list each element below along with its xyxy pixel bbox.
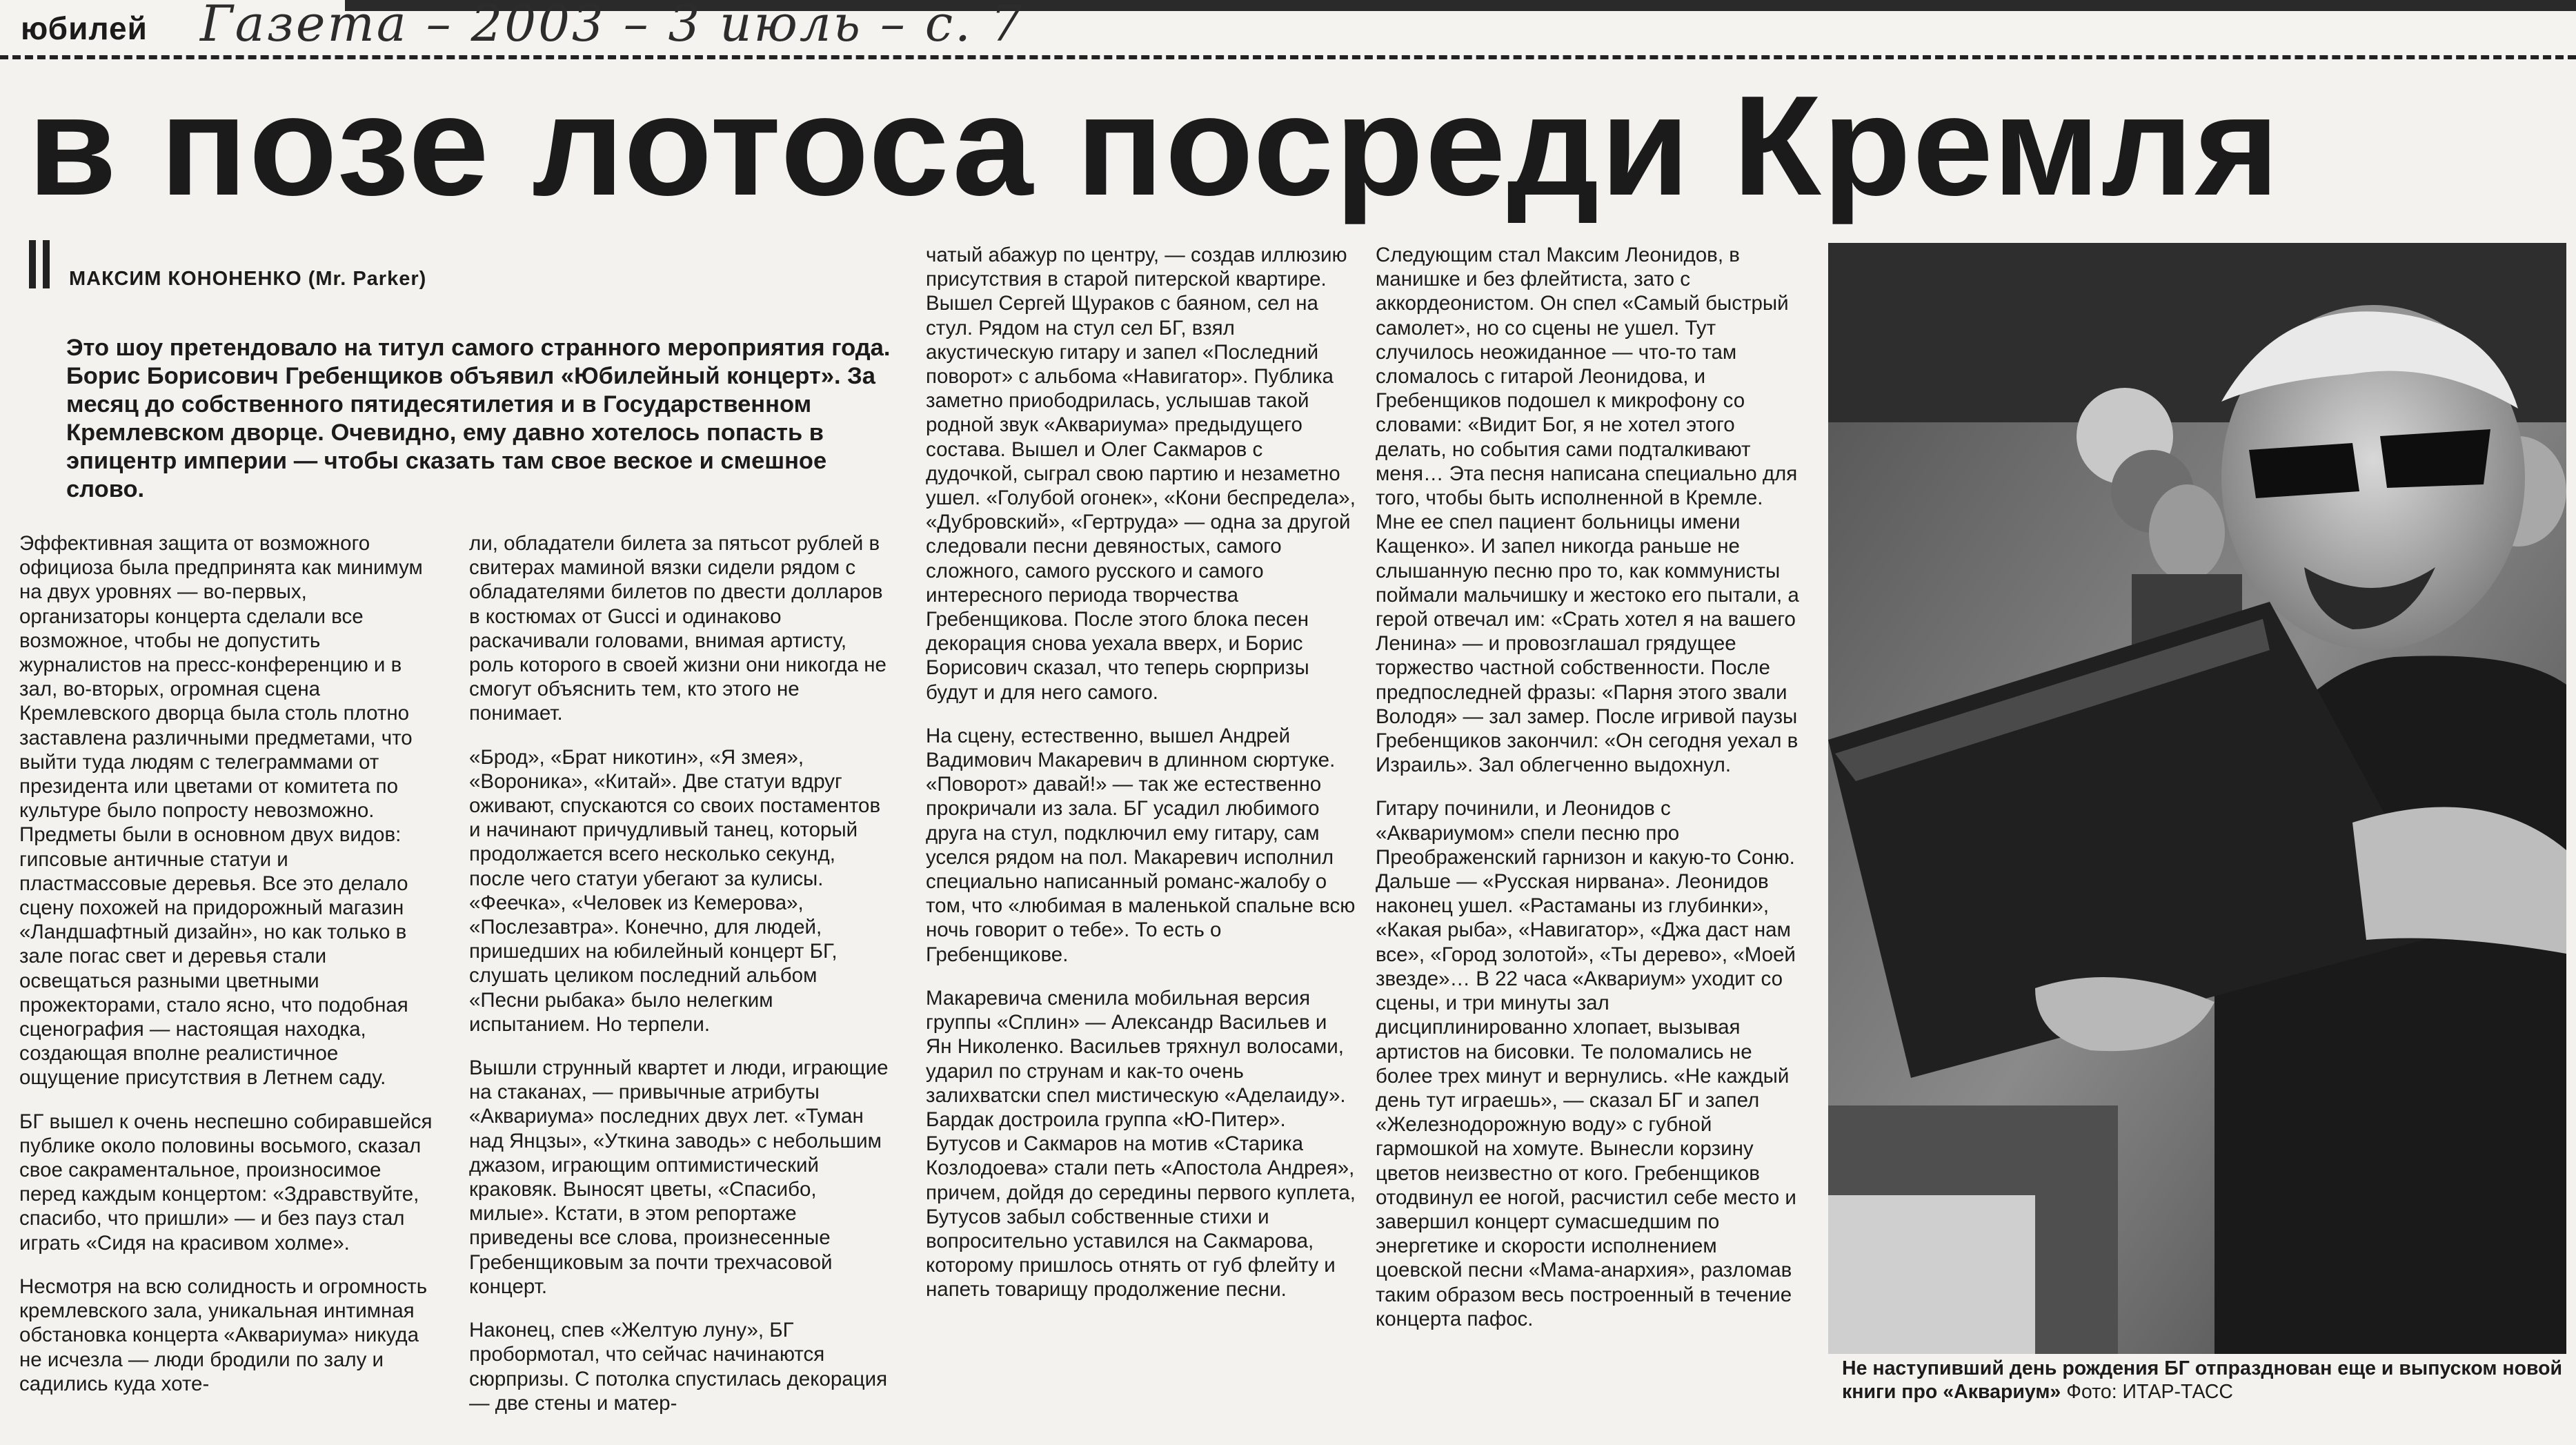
article-column-3 [926, 243, 1356, 1321]
author-byline: МАКСИМ КОНОНЕНКО (Mr. Parker) [69, 268, 427, 290]
author-marker [29, 240, 36, 288]
paragraph: ли, обладатели билета за пятьсот рублей в свитерах маминой вязки сидели рядом с обладателями билетов по двести долларов в костюмах от Gucci и одинаково раскачивали головами, внимая артисту, роль которого в своей жизни они никогда не смогут объяснить тем, кто этого не понимает. [469, 532, 886, 725]
article-column-2 [469, 531, 890, 1435]
lead-paragraph: Это шоу претендовало на титул самого странного мероприятия года. Борис Борисович Гребенщиков объявил «Юбилейный концерт». За месяц до собственного пятидесятилетия и в Государственном Кремлевском дворце. Очевидно, ему давно хотелось попасть в эпицентр империи — чтобы сказать там свое веское и смешное слово. [66, 335, 891, 502]
paragraph: На сцену, естественно, вышел Андрей Вадимович Макаревич в длинном сюртуке. «Поворот» давай!» — так же естественно прокричали из зала. БГ усадил любимого друга на стул, подключил ему гитару, сам уселся рядом на пол. Макаревич исполнил специально написанный романс-жалобу о том, что «любимая в маленькой спальне всю ночь говорит о тебе». То есть о Гребенщикове. [926, 724, 1356, 966]
paragraph: БГ вышел к очень неспешно собиравшейся публике около половины восьмого, сказал свое сакраментальное, произносимое перед каждым концертом: «Здравствуйте, спасибо, что пришли» — и без пауз стал играть «Сидя на красивом холме». [19, 1110, 433, 1255]
paragraph: «Брод», «Брат никотин», «Я змея», «Вороника», «Китай». Две статуи вдруг оживают, спускаются со своих постаментов и начинают причудливый танец, который продолжается всего несколько секунд, после чего статуи убегают за кулисы. «Феечка», «Человек из Кемерова», «Послезавтра». Конечно, для людей, пришедших на юбилейный концерт БГ, слушать целиком последний альбом «Песни рыбака» было нелегким испытанием. Но терпели. [469, 745, 881, 1036]
rubric-label: юбилей [21, 10, 148, 46]
paragraph: Вышли струнный квартет и люди, играющие на стаканах, — привычные атрибуты «Аквариума» последних двух лет. «Туман над Янцзы», «Уткина заводь» с небольшим джазом, играющим оптимистический краковяк. Выносят цветы, «Спасибо, милые». Кстати, в этом репортаже приведены все слова, произнесенные Гребенщиковым за почти трехчасовой концерт. [469, 1056, 889, 1298]
article-column-1 [19, 531, 433, 1415]
headline: в позе лотоса посреди Кремля [28, 66, 2281, 225]
paragraph: Макаревича сменила мобильная версия группы «Сплин» — Александр Васильев и Ян Николенко. Васильев тряхнул волосами, ударил по струнам и как-то очень залихватски спел мистическую «Аделаиду». Бардак достроила группа «Ю-Питер». Бутусов и Сакмаров на мотив «Старика Козлодоева» стали петь «Апостола Андрея», причем, дойдя до середины первого куплета, Бутусов забыл собственные стихи и вопросительно уставился на Сакмарова, которому пришлось отнять от губ флейту и напеть товарищу продолжение песни. [926, 986, 1356, 1301]
dashed-divider [0, 55, 2576, 59]
news-photo [1828, 243, 2566, 1354]
photo-credit: Фото: ИТАР-ТАСС [2066, 1381, 2233, 1403]
paragraph: Эффективная защита от возможного официоза была предпринята как минимум на двух уровнях — во-первых, организаторы концерта сделали все возможное, чтобы не допустить журналистов на пресс-конференцию и в зал, во-вторых, огромная сцена Кремлевского дворца была столь плотно заставлена различными предметами, что выйти туда людям с телеграммами от президента или цветами от комитета по культуре было попросту невозможно. Предметы были в основном двух видов: гипсовые античные статуи и пластмассовые деревья. Все это делало сцену похожей на придорожный магазин «Ландшафтный дизайн», но как только в зале погас свет и деревья стали освещаться разными цветными прожекторами, стало ясно, что подобная сценография — настоящая находка, создающая вполне реалистичное ощущение присутствия в Летнем саду. [19, 532, 423, 1090]
author-marker [43, 240, 50, 288]
paragraph: Несмотря на всю солидность и огромность кремлевского зала, уникальная интимная обстановка концерта «Аквариума» никуда не исчезла — люди бродили по залу и садились куда хоте- [19, 1275, 428, 1395]
photo-illustration [1828, 243, 2566, 1354]
paragraph: Гитару починили, и Леонидов с «Аквариумом» спели песню про Преображенский гарнизон и какую-то Соню. Дальше — «Русская нирвана». Леонидов наконец ушел. «Растаманы из глубинки», «Какая рыба», «Навигатор», «Джа даст нам все», «Город золотой», «Ты дерево», «Моей звезде»… В 22 часа «Аквариум» уходит со сцены, и три минуты зал дисциплинированно хлопает, вызывая артистов на бисовки. Те поломались не более трех минут и вернулись. «Не каждый день тут играешь», — сказал БГ и запел «Железнодорожную воду» с губной гармошкой на хомуте. Вынесли корзину цветов неизвестно от кого. Гребенщиков отодвинул ее ногой, расчистил себе место и завершил концерт сумасшедшим по энергетике и скорости исполнением цоевской песни «Мама-анархия», разломав таким образом весь построенный в течение концерта пафос. [1376, 797, 1796, 1330]
photo-caption [1842, 1357, 2573, 1404]
paragraph: Следующим стал Максим Леонидов, в манишке и без флейтиста, зато с аккордеонистом. Он спел «Самый быстрый самолет», но со сцены не ушел. Тут случилось неожиданное — что-то там сломалось с гитарой Леонидова, и Гребенщиков подошел к микрофону со словами: «Видит Бог, я не хотел этого делать, но события сами подталкивают меня… Эта песня написана специально для того, чтобы быть исполненной в Кремле. Мне ее спел пациент больницы имени Кащенко». И запел никогда раньше не слышанную песню про то, как коммунисты поймали мальчишку и жестоко его пытали, а герой отвечал им: «Срать хотел я на вашего Ленина» — и провозглашал грядущее торжество частной собственности. После предпоследней фразы: «Парня этого звали Володя» — зал замер. После игривой паузы Гребенщиков закончил: «Он сегодня уехал в Израиль». Зал облегченно выдохнул. [1376, 244, 1799, 777]
paragraph: чатый абажур по центру, — создав иллюзию присутствия в старой питерской квартире. Вышел Сергей Щураков с баяном, сел на стул. Рядом на стул сел БГ, взял акустическую гитару и запел «Последний поворот» с альбома «Навигатор». Публика заметно приободрилась, услышав такой родной звук «Аквариума» предыдущего состава. Вышел и Олег Сакмаров с дудочкой, сыграл свою партию и незаметно ушел. «Голубой огонек», «Кони беспредела», «Дубровский», «Гертруда» — одна за другой следовали песни девяностых, самого сложного, самого русского и самого интересного периода творчества Гребенщикова. После этого блока песен декорация снова уехала вверх, и Борис Борисович сказал, что теперь сюрпризы будут и для него самого. [926, 244, 1356, 704]
handwritten-note: Газета – 2003 – 3 июль – с. 7 [200, 0, 1024, 52]
caption-text: Не наступивший день рождения БГ отпразднован еще и выпуском новой книги про «Аквариум» [1842, 1357, 2563, 1403]
paragraph: Наконец, спев «Желтую луну», БГ пробормотал, что сейчас начинаются сюрпризы. С потолка спустилась декорация — две стены и матер- [469, 1319, 888, 1415]
article-column-4 [1376, 243, 1801, 1350]
